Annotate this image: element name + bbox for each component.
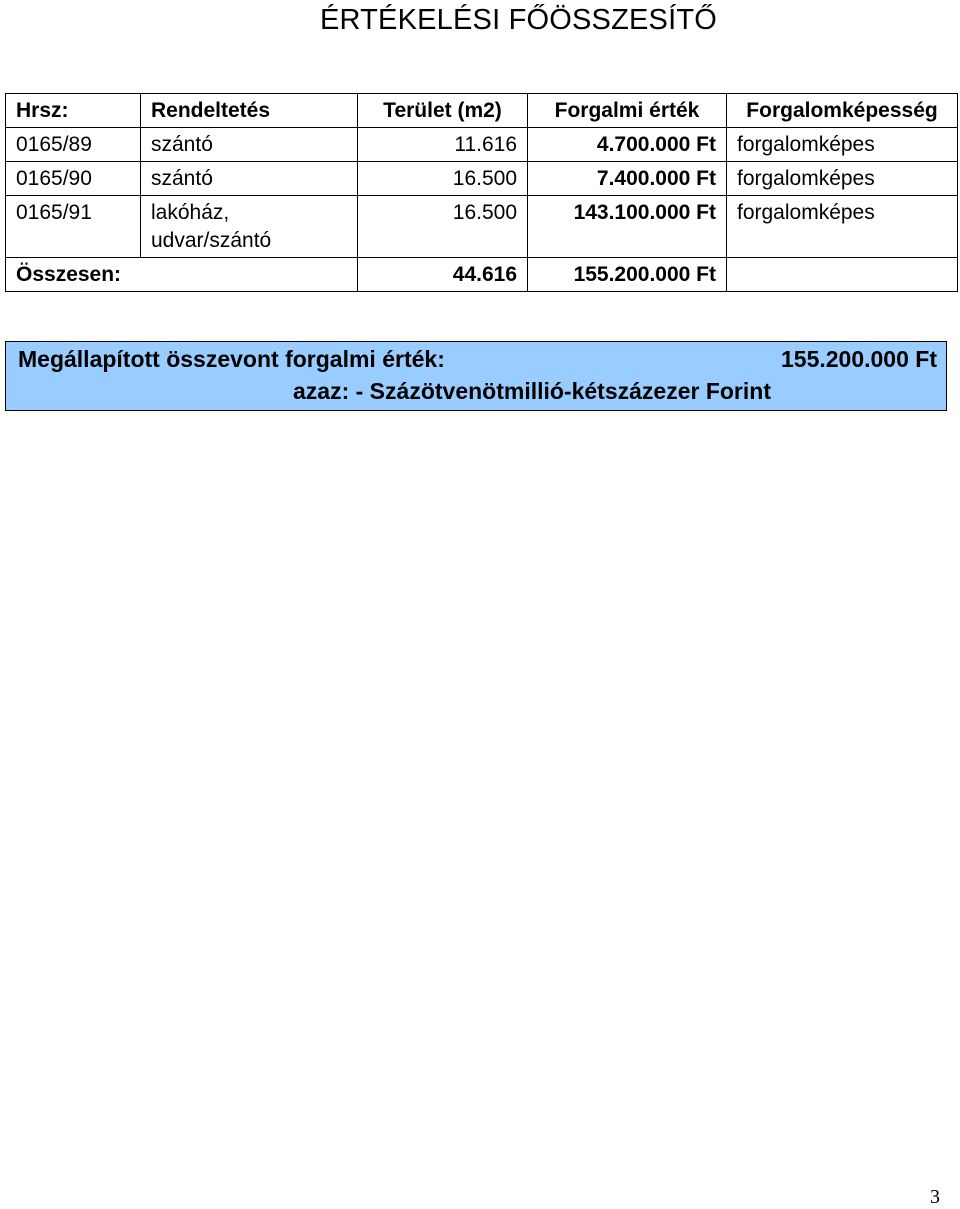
header-area: Terület (m2) <box>358 94 528 128</box>
cell-status: forgalomképes <box>727 162 958 196</box>
cell-value: 143.100.000 Ft <box>528 196 727 258</box>
header-use: Rendeltetés <box>141 94 358 128</box>
cell-use: szántó <box>141 128 358 162</box>
table-header-row <box>6 94 958 128</box>
total-status-empty <box>727 258 958 292</box>
result-value: 155.200.000 Ft <box>780 346 937 372</box>
cell-use <box>141 196 358 258</box>
table-row <box>6 162 958 196</box>
cell-use-line1: lakóház, <box>151 201 230 224</box>
cell-hrsz: 0165/89 <box>6 128 141 162</box>
total-value: 155.200.000 Ft <box>528 258 727 292</box>
table-total-row <box>6 258 958 292</box>
result-in-words: azaz: - Százötvenötmillió-kétszázezer Forint <box>293 378 771 404</box>
cell-use-line2: udvar/szántó <box>151 229 272 252</box>
table-row <box>6 196 958 258</box>
header-hrsz: Hrsz: <box>6 94 141 128</box>
cell-use: szántó <box>141 162 358 196</box>
cell-area: 16.500 <box>358 196 528 258</box>
cell-area: 11.616 <box>358 128 528 162</box>
table-row <box>6 128 958 162</box>
cell-status: forgalomképes <box>727 128 958 162</box>
valuation-summary-table <box>5 93 958 292</box>
cell-status: forgalomképes <box>727 196 958 258</box>
result-label: Megállapított összevont forgalmi érték: <box>18 346 445 372</box>
page-title: ÉRTÉKELÉSI FŐÖSSZESÍTŐ <box>319 4 718 36</box>
cell-value: 4.700.000 Ft <box>528 128 727 162</box>
cell-area: 16.500 <box>358 162 528 196</box>
total-label: Összesen: <box>6 258 358 292</box>
page-number: 3 <box>930 1186 940 1208</box>
result-box <box>5 341 947 411</box>
cell-hrsz: 0165/91 <box>6 196 141 258</box>
cell-value: 7.400.000 Ft <box>528 162 727 196</box>
header-value: Forgalmi érték <box>528 94 727 128</box>
total-area: 44.616 <box>358 258 528 292</box>
header-status: Forgalomképesség <box>727 94 958 128</box>
cell-hrsz: 0165/90 <box>6 162 141 196</box>
